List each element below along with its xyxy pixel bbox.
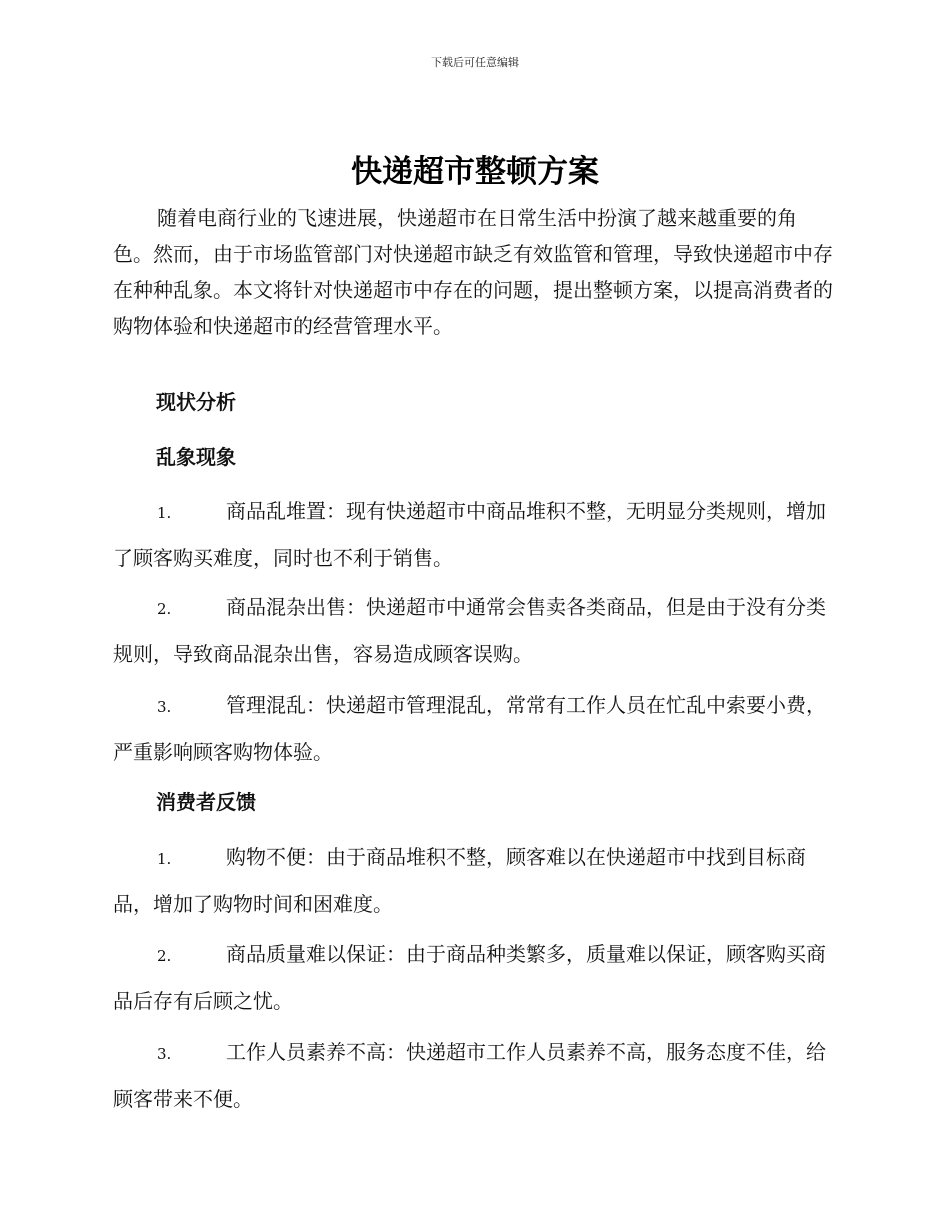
list-item — [113, 932, 833, 1024]
list-item-text: 商品乱堆置：现有快递超市中商品堆积不整，无明显分类规则，增加了顾客购买难度，同时也不利于销售。 — [113, 499, 826, 570]
list-item-text: 管理混乱：快递超市管理混乱，常常有工作人员在忙乱中索要小费，严重影响顾客购物体验。 — [113, 693, 826, 764]
list-item-number: 1. — [157, 504, 172, 522]
list-item-text: 工作人员素养不高：快递超市工作人员素养不高，服务态度不佳，给顾客带来不便。 — [113, 1040, 826, 1111]
subsection-heading-consumer-feedback: 消费者反馈 — [156, 790, 256, 814]
header-note: 下载后可任意编辑 — [431, 56, 519, 69]
section-heading-status-analysis: 现状分析 — [156, 390, 236, 414]
list-item — [113, 489, 833, 581]
intro-paragraph: 随着电商行业的飞速进展，快递超市在日常生活中扮演了越来越重要的角色。然而，由于市场监管部门对快递超市缺乏有效监管和管理，导致快递超市中存在种种乱象。本文将针对快递超市中存在的问题，提出整顿方案，以提高消费者的购物体验和快递超市的经营管理水平。 — [113, 206, 833, 338]
list-item — [113, 835, 833, 927]
list-item-text: 购物不便：由于商品堆积不整，顾客难以在快递超市中找到目标商品，增加了购物时间和困难度。 — [113, 845, 806, 916]
page-title: 快递超市整顿方案 — [351, 154, 599, 190]
list-item-text: 商品混杂出售：快递超市中通常会售卖各类商品，但是由于没有分类规则，导致商品混杂出售，容易造成顾客误购。 — [113, 595, 826, 666]
list-item — [113, 683, 833, 775]
list-item-number: 2. — [157, 947, 172, 965]
subsection-heading-chaos: 乱象现象 — [156, 445, 236, 469]
list-item-number: 1. — [157, 850, 172, 868]
list-item — [113, 585, 833, 677]
list-item-text: 商品质量难以保证：由于商品种类繁多，质量难以保证，顾客购买商品后存有后顾之忧。 — [113, 942, 826, 1013]
list-item-number: 3. — [157, 1045, 172, 1063]
list-item-number: 3. — [157, 698, 172, 716]
list-item-number: 2. — [157, 600, 172, 618]
list-item — [113, 1030, 833, 1122]
